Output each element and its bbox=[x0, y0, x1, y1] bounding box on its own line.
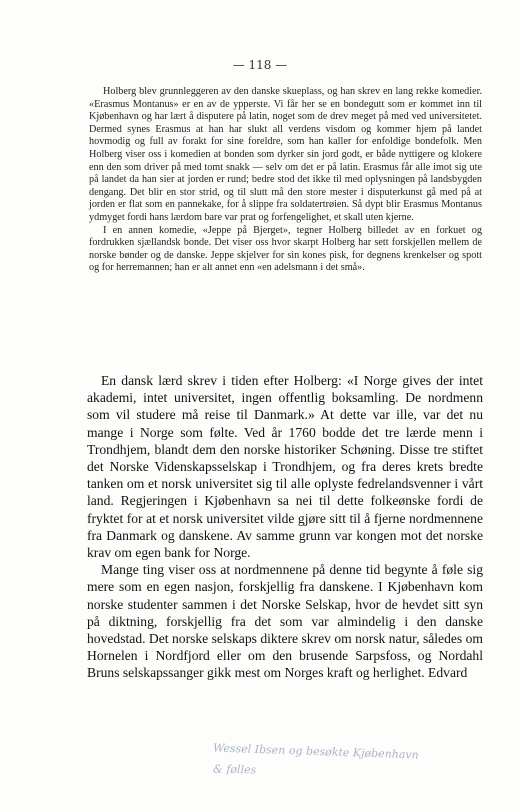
handwritten-note: & følles bbox=[212, 762, 257, 777]
page-number: — 118 — bbox=[232, 58, 288, 72]
small-print-section bbox=[89, 86, 482, 275]
main-text-section bbox=[87, 372, 483, 682]
paragraph-university: En dansk lærd skrev i tiden efter Holberg: «I Norge gives der intet akademi, intet universitet, ingen offentlig boksamling. De nordmenn som vil studere må reise til Danmark.» At dette var ille, var det nu mange i Norge som følte. Ved år 1760 bodde det tre lærde menn i Trondhjem, blandt dem den norske historiker Schøning. Disse tre stiftet det Norske Videnskapsselskap i Trondhjem, og fra deres krets bredte tanken om et norsk universitet sig til alle oplyste fedrelandsvenner i vårt land. Regjeringen i Kjøbenhavn sa nei til dette folkeønske fordi de fryktet for at et norsk universitet vilde gjøre sitt til å fjerne nordmennene fra Danmark og danskene. Av samme grunn var kongen mot det norske krav om egen bank for Norge. bbox=[87, 373, 483, 561]
handwritten-note: Wessel Ibsen og besøkte Kjøbenhavn bbox=[212, 741, 419, 762]
paragraph-jeppe-paa-bjerget: I en annen komedie, «Jeppe på Bjerget», tegner Holberg billedet av en forkuet og fordrukken sjællandsk bonde. Det viser oss hvor skarpt Holberg har sett forskjellen mellem de norske bønder og de danske. Jeppe skjelver for sin kones pisk, for degnens krenkelser og spott og for herremannen; han er alt annet enn «en adelsmann i det små». bbox=[89, 224, 482, 274]
paragraph-erasmus-montanus: Holberg blev grunnleggeren av den danske skueplass, og han skrev en lang rekke komedier. «Erasmus Montanus» er en av de ypperste. Vi får her se en bondegutt som er kommet inn til Kjøbenhavn og har lært å disputere på latin, noget som de drev meget på med ved universitetet. Dermed synes Erasmus at han har slukt all verdens visdom og kommer hjem på landet hovmodig og full av forakt for sine foreldre, som han kaller for enfoldige bondefolk. Men Holberg viser oss i komedien at bonden som dyrker sin jord godt, er både nyttigere og klokere enn den som driver på med tomt snakk — selv om det er på latin. Erasmus får alle imot sig ute på landet da han sier at jorden er rund; bedre stod det ikke til med oplysningen på landsbygden dengang. Det blir en stor strid, og til slutt må den store mester i disputerkunst gå med på at jorden er flat som en pannekake, for å slippe fra soldatertrøien. Så dypt blir Erasmus Montanus ydmyget fordi hans lærdom bare var prat og forfengelighet, et skall uten kjerne. bbox=[89, 86, 482, 223]
paragraph-norwegian-society: Mange ting viser oss at nordmennene på denne tid begynte å føle sig mere som en egen nasjon, forskjellig fra danskene. I Kjøbenhavn kom norske studenter sammen i det Norske Selskap, hvor de hevdet sitt syn på diktning, forskjellig fra det som var almindelig i den danske hovedstad. Det norske selskaps diktere skrev om norsk natur, således om Hornelen i Nordfjord eller om den brusende Sarpsfoss, og Nordahl Bruns selskapssanger gikk mest om Norges kraft og herlighet. Edvard bbox=[87, 562, 483, 681]
